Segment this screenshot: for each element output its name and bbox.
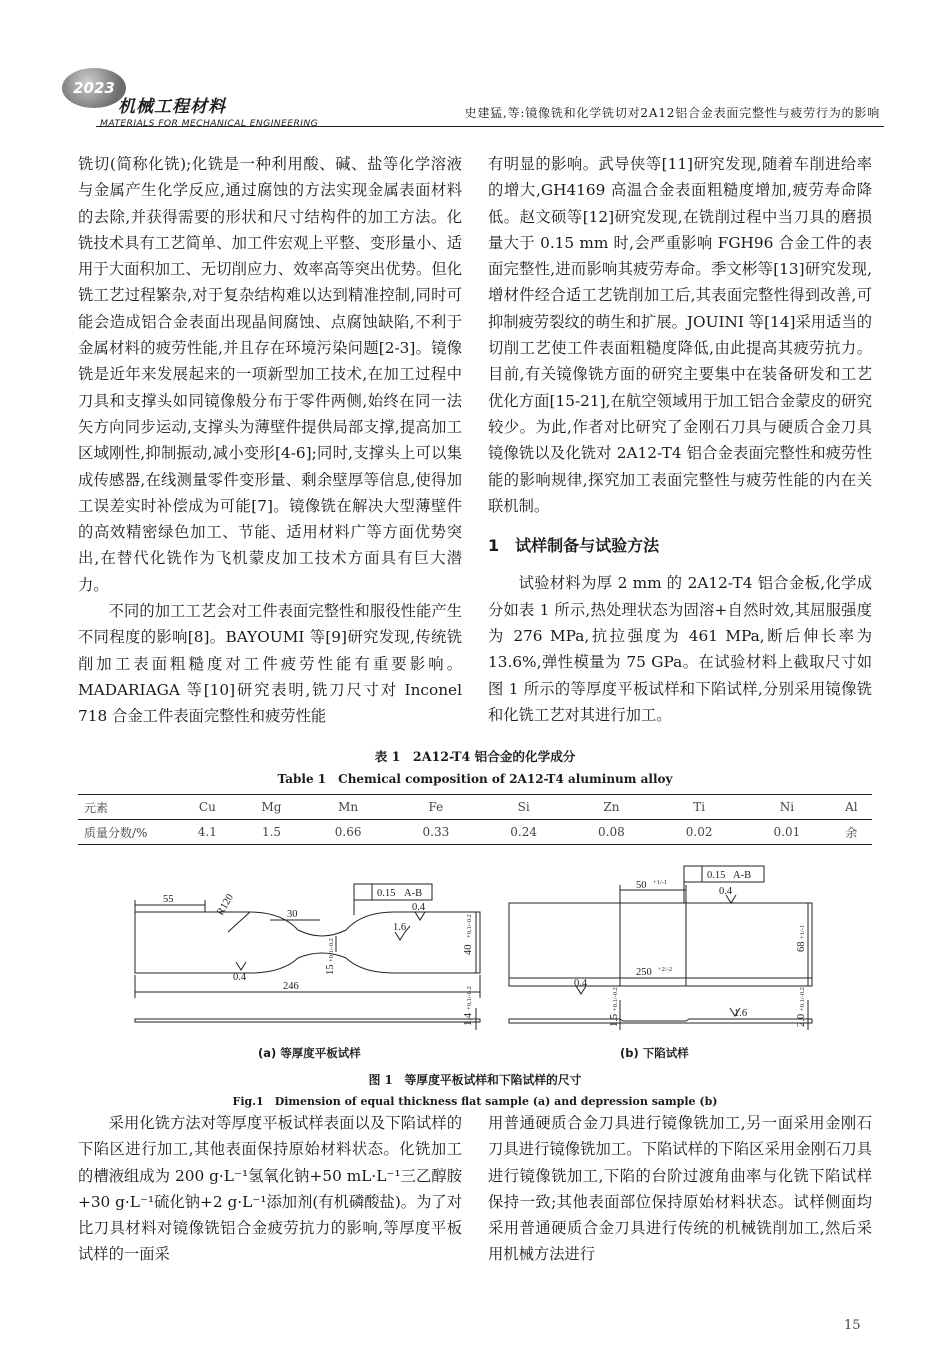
subfigure-a-label: (a) 等厚度平板试样 xyxy=(258,1046,361,1060)
table-cell: 质量分数/% xyxy=(78,820,176,845)
subfigure-b-label: (b) 下陷试样 xyxy=(620,1046,689,1060)
depression-sample-outline xyxy=(509,903,812,986)
table-header-cell: Al xyxy=(831,795,872,820)
table-header-cell: Cu xyxy=(176,795,239,820)
dim-tol-40: +0.1/-0.2 xyxy=(466,914,473,938)
dim-tol-68: +1/-1 xyxy=(799,924,806,939)
table-cell: 余 xyxy=(831,820,872,845)
table-header-cell: Ni xyxy=(743,795,831,820)
roughness-label: 0.4 xyxy=(719,886,733,897)
paragraph: 用普通硬质合金刀具进行镜像铣加工,另一面采用金刚石刀具进行镜像铣加工。下陷试样的下陷区采用金刚石刀具进行镜像铣加工,下陷的台阶过渡角曲率与化铣下陷试样保持一致;其他表面部位保持原始材料状态。试样侧面均采用普通硬质合金刀具进行传统的机械铣削加工,然后采用机械方法进行 xyxy=(488,1114,872,1264)
table-cell: 0.01 xyxy=(743,820,831,845)
datum-label: A-B xyxy=(733,870,752,881)
dim-tol-250: +2/-2 xyxy=(658,966,673,973)
table-cell: 1.5 xyxy=(239,820,305,845)
dim-label-246: 246 xyxy=(283,981,299,992)
table-header-cell: 元素 xyxy=(78,795,176,820)
table-caption-en: Table 1 Chemical composition of 2A12-T4 aluminum alloy xyxy=(277,772,673,786)
running-title: 史建猛,等:镜像铣和化学铣切对2A12铝合金表面完整性与疲劳行为的影响 xyxy=(464,106,880,120)
dim-label-30: 30 xyxy=(287,909,298,920)
figure-caption-en: Fig.1 Dimension of equal thickness flat sample (a) and depression sample (b) xyxy=(232,1095,718,1108)
right-column-bottom xyxy=(488,1110,872,1268)
page-number: 15 xyxy=(844,1318,861,1333)
table-caption-cn: 表 1 2A12-T4 铝合金的化学成分 xyxy=(374,749,576,764)
dim-label-r120: R120 xyxy=(215,892,236,918)
table-header-cell: Si xyxy=(480,795,568,820)
dim-tol-2-0: +0.1/-0.2 xyxy=(799,987,806,1011)
table-header-cell: Ti xyxy=(655,795,743,820)
dim-label-40: 40 xyxy=(463,944,474,955)
datum-label: A-B xyxy=(404,888,423,899)
depression-sample-drawing xyxy=(509,866,812,1030)
table-header-cell: Mg xyxy=(239,795,305,820)
dim-label-250: 250 xyxy=(636,967,652,978)
paragraph: 铣切(简称化铣);化铣是一种利用酸、碱、盐等化学溶液与金属产生化学反应,通过腐蚀的方法实现金属表面材料的去除,并获得需要的形状和尺寸结构件的加工方法。化铣技术具有工艺简单、加工件宏观上平整、变形量小、适用于大面积加工、无切削应力、效率高等突出优势。但化铣工艺过程繁杂,对于复杂结构难以达到精准控制,同时可能会造成铝合金表面出现晶间腐蚀、点腐蚀缺陷,不利于金属材料的疲劳性能,并且存在环境污染问题[2-3]。镜像铣是近年来发展起来的一项新型加工技术,在加工过程中刀具和支撑头如同镜像般分布于零件两侧,始终在同一法矢方向同步运动,支撑头为薄壁件提供局部支撑,提高加工区域刚性,抑制振动,减小变形[4-6];同时,支撑头上可以集成传感器,在线测量零件变形量、剩余壁厚等信息,使得加工误差实时补偿成为可能[7]。镜像铣在解决大型薄壁件的高效精密绿色加工、节能、适用材料广等方面优势突出,在替代化铣作为飞机蒙皮加工技术方面具有巨大潜力。 xyxy=(78,155,462,594)
table-cell: 0.08 xyxy=(568,820,656,845)
table-cell: 0.33 xyxy=(392,820,480,845)
paragraph: 采用化铣方法对等厚度平板试样表面以及下陷试样的下陷区进行加工,其他表面保持原始材料状态。化铣加工的槽液组成为 200 g·L⁻¹氢氧化钠+50 mL·L⁻¹三乙醇胺+30 g·L⁻¹硫化钠+2 g·L⁻¹添加剂(有机磷酸盐)。为了对比刀具材料对镜像铣铝合金疲劳抗力的影响,等厚度平板试样的一面采 xyxy=(78,1114,462,1264)
table-header-cell: Fe xyxy=(392,795,480,820)
dim-label-1-5: 1.5 xyxy=(609,1013,620,1027)
year-badge: 2023 xyxy=(62,68,126,108)
roughness-label: 0.4 xyxy=(412,902,426,913)
dim-tol-50: +1/-1 xyxy=(653,879,668,886)
dim-label-2-0: 2.0 xyxy=(796,1013,807,1027)
paragraph: 试验材料为厚 2 mm 的 2A12-T4 铝合金板,化学成分如表 1 所示,热处理状态为固溶+自然时效,其屈服强度为 276 MPa,抗拉强度为 461 MPa,断后伸长率为 13.6%,弹性模量为 75 GPa。在试验材料上截取尺寸如图 1 所示的等厚度平板试样和下陷试样,分别采用镜像铣和化铣工艺对其进行加工。 xyxy=(488,574,872,724)
roughness-label: 0.4 xyxy=(233,972,247,983)
dim-label-68: 68 xyxy=(796,941,807,952)
roughness-label: 0.4 xyxy=(574,978,588,989)
dim-label-50: 50 xyxy=(636,880,647,891)
section-heading: 1 试样制备与试验方法 xyxy=(488,536,660,556)
flatness-value: 0.15 xyxy=(707,870,726,881)
roughness-label: 1.6 xyxy=(393,922,407,933)
dim-tol-1-4: +0.1/-0.2 xyxy=(466,986,473,1010)
table-cell: 0.66 xyxy=(304,820,392,845)
table-header-cell: Zn xyxy=(568,795,656,820)
paragraph: 有明显的影响。武导侠等[11]研究发现,随着车削进给率的增大,GH4169 高温合金表面粗糙度增加,疲劳寿命降低。赵文硕等[12]研究发现,在铣削过程中当刀具的磨损量大于 0.15 mm 时,会严重影响 FGH96 合金工件的表面完整性,进而影响其疲劳寿命。季文彬等[13]研究发现,增材件经合适工艺铣削加工后,其表面完整性得到改善,可抑制疲劳裂纹的萌生和扩展。JOUINI 等[14]采用适当的切削工艺使工件表面粗糙度降低,由此提高其疲劳抗力。目前,有关镜像铣方面的研究主要集中在装备研发和工艺优化方面[15-21],在航空领域用于加工铝合金蒙皮的研究较少。为此,作者对比研究了金刚石刀具与硬质合金刀具镜像铣以及化铣对 2A12-T4 铝合金表面完整性和疲劳性能的影响规律,探究加工表面完整性与疲劳性能的内在关联机制。 xyxy=(488,155,872,515)
table-header-cell: Mn xyxy=(304,795,392,820)
journal-title-cn: 机械工程材料 xyxy=(118,97,226,117)
dim-tol-1-5: +0.1/-0.2 xyxy=(612,987,619,1011)
journal-title-en: MATERIALS FOR MECHANICAL ENGINEERING xyxy=(100,118,319,129)
flatness-value: 0.15 xyxy=(377,888,396,899)
table-cell: 0.24 xyxy=(480,820,568,845)
dim-tol-15: +0.1/-0.2 xyxy=(328,938,335,962)
flat-sample-drawing xyxy=(135,884,480,1030)
roughness-label: 1.6 xyxy=(734,1008,748,1019)
dim-label-1-4: 1.4 xyxy=(463,1012,474,1026)
flat-sample-outline xyxy=(135,912,480,973)
table-cell: 4.1 xyxy=(176,820,239,845)
dim-label-55: 55 xyxy=(163,894,174,905)
figure-caption-cn: 图 1 等厚度平板试样和下陷试样的尺寸 xyxy=(368,1073,582,1087)
paragraph: 不同的加工工艺会对工件表面完整性和服役性能产生不同程度的影响[8]。BAYOUMI 等[9]研究发现,传统铣削加工表面粗糙度对工件疲劳性能有重要影响。MADARIAGA 等[10]研究表明,铣刀尺寸对 Inconel 718 合金工件表面完整性和疲劳性能 xyxy=(78,602,462,726)
left-column-bottom xyxy=(78,1110,462,1268)
dim-label-15: 15 xyxy=(325,964,336,975)
table-cell: 0.02 xyxy=(655,820,743,845)
